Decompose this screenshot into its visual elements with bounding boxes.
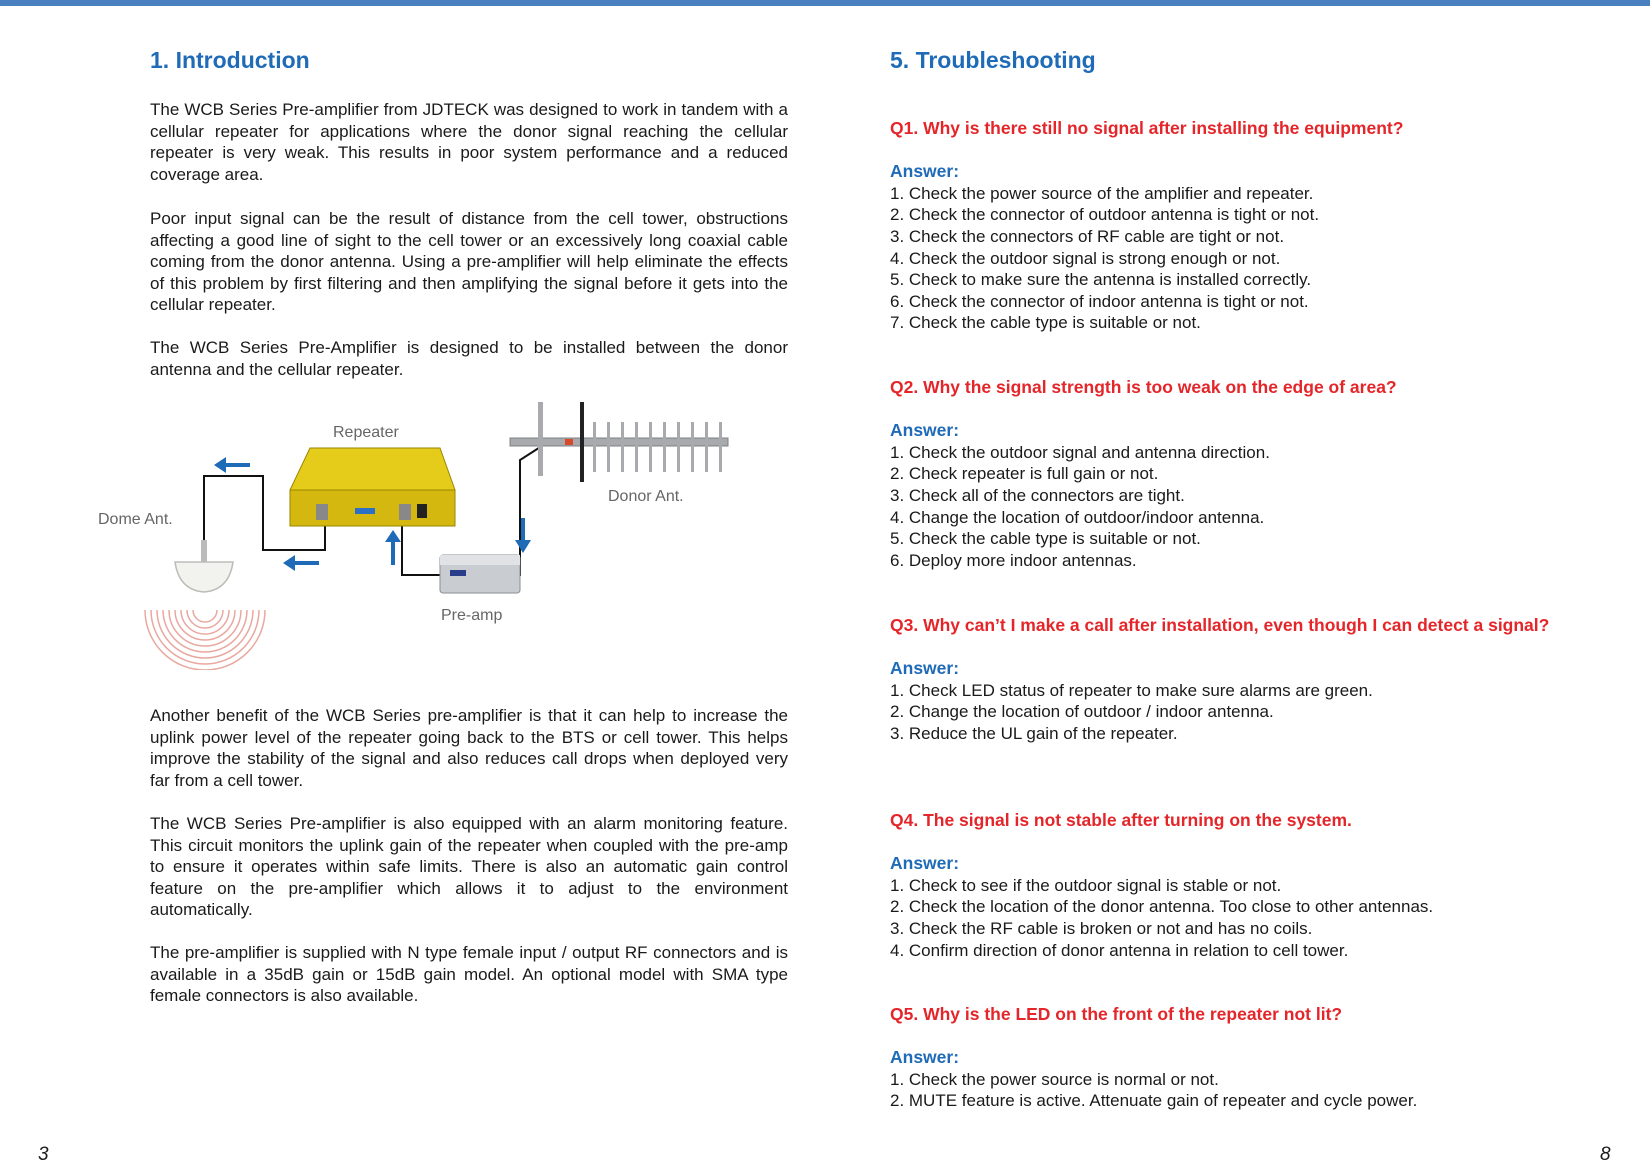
preamp-label: Pre-amp	[441, 607, 503, 624]
troubleshooting-heading: 5. Troubleshooting	[890, 47, 1096, 73]
list-item: 3. Reduce the UL gain of the repeater.	[890, 723, 1178, 743]
dome-antenna-icon	[175, 540, 233, 592]
list-item: 1. Check the power source of the amplifier and repeater.	[890, 183, 1314, 203]
list-item: 6. Deploy more indoor antennas.	[890, 550, 1137, 570]
answer-list-3	[890, 680, 1610, 745]
question-3: Q3. Why can’t I make a call after installation, even though I can detect a signal?	[890, 615, 1550, 635]
faq-q2	[890, 377, 1610, 571]
installation-diagram	[95, 400, 785, 670]
list-item: 2. MUTE feature is active. Attenuate gain of repeater and cycle power.	[890, 1091, 1418, 1111]
list-item: 4. Confirm direction of donor antenna in relation to cell tower.	[890, 940, 1349, 960]
intro-paragraph-2: Poor input signal can be the result of distance from the cell tower, obstructions affecting a good line of sight to the cell tower or an excessively long coaxial cable coming from the donor antenna. Using a pre-amplifier will help eliminate the effects of this problem by first filtering and then amplifying the signal before it gets into the cellular repeater.	[150, 209, 788, 315]
intro-paragraph-5: The WCB Series Pre-amplifier is also equipped with an alarm monitoring feature. This circuit monitors the uplink gain of the repeater when coupled with the pre-amp to ensure it operates within safe limits. There is also an automatic gain control feature on the pre-amplifier which allows it to adjust to the environment automatically.	[150, 814, 788, 920]
list-item: 5. Check to make sure the antenna is installed correctly.	[890, 270, 1312, 290]
answer-list-4	[890, 875, 1610, 961]
list-item: 1. Check to see if the outdoor signal is stable or not.	[890, 875, 1282, 895]
intro-paragraph-6: The pre-amplifier is supplied with N type female input / output RF connectors and is available in a 35dB gain or 15dB gain model. An optional model with SMA type female connectors is also available.	[150, 943, 788, 1006]
answer-list-1	[890, 183, 1610, 334]
list-item: 3. Check the RF cable is broken or not and has no coils.	[890, 918, 1313, 938]
list-item: 7. Check the cable type is suitable or not.	[890, 313, 1201, 333]
answer-label-4: Answer:	[890, 853, 960, 874]
list-item: 5. Check the cable type is suitable or not.	[890, 529, 1201, 549]
list-item: 2. Change the location of outdoor / indoor antenna.	[890, 702, 1274, 722]
question-2: Q2. Why the signal strength is too weak on the edge of area?	[890, 377, 1397, 397]
donor-antenna-icon	[510, 402, 728, 482]
list-item: 2. Check repeater is full gain or not.	[890, 464, 1159, 484]
question-1: Q1. Why is there still no signal after installing the equipment?	[890, 118, 1404, 138]
answer-label-5: Answer:	[890, 1047, 960, 1068]
introduction-heading: 1. Introduction	[150, 47, 310, 73]
donor-antenna-label: Donor Ant.	[608, 488, 684, 505]
list-item: 3. Check the connectors of RF cable are tight or not.	[890, 226, 1285, 246]
repeater-label: Repeater	[333, 424, 399, 441]
question-4: Q4. The signal is not stable after turning on the system.	[890, 810, 1352, 830]
list-item: 2. Check the location of the donor antenna. Too close to other antennas.	[890, 897, 1434, 917]
answer-label-3: Answer:	[890, 658, 960, 679]
list-item: 2. Check the connector of outdoor antenna is tight or not.	[890, 205, 1320, 225]
top-bar	[0, 0, 1650, 6]
list-item: 3. Check all of the connectors are tight.	[890, 485, 1185, 505]
list-item: 1. Check the power source is normal or not.	[890, 1069, 1219, 1089]
faq-q4	[890, 810, 1610, 961]
answer-list-5	[890, 1069, 1610, 1112]
intro-paragraph-1: The WCB Series Pre-amplifier from JDTECK was designed to work in tandem with a cellular repeater for applications where the donor signal reaching the cellular repeater is very weak. This results in poor system performance and a reduced coverage area.	[150, 100, 788, 184]
answer-label-1: Answer:	[890, 161, 960, 182]
dome-antenna-label: Dome Ant.	[98, 511, 173, 528]
preamp-icon	[440, 555, 520, 593]
answer-list-2	[890, 442, 1610, 572]
signal-waves	[145, 610, 265, 670]
question-5: Q5. Why is the LED on the front of the repeater not lit?	[890, 1004, 1343, 1024]
intro-paragraph-3: The WCB Series Pre-Amplifier is designed to be installed between the donor antenna and the cellular repeater.	[150, 338, 788, 379]
list-item: 4. Check the outdoor signal is strong enough or not.	[890, 248, 1281, 268]
intro-paragraph-4: Another benefit of the WCB Series pre-amplifier is that it can help to increase the uplink power level of the repeater going back to the BTS or cell tower. This helps improve the stability of the signal and also reduces call drops when deployed very far from a cell tower.	[150, 706, 788, 790]
faq-q3	[890, 615, 1610, 745]
list-item: 4. Change the location of outdoor/indoor antenna.	[890, 507, 1265, 527]
list-item: 1. Check the outdoor signal and antenna direction.	[890, 442, 1270, 462]
answer-label-2: Answer:	[890, 420, 960, 441]
list-item: 6. Check the connector of indoor antenna is tight or not.	[890, 291, 1309, 311]
right-page-number: 8	[1600, 1144, 1611, 1165]
left-page-number: 3	[38, 1144, 49, 1165]
faq-q5	[890, 1004, 1610, 1112]
faq-q1	[890, 118, 1610, 334]
repeater-icon	[290, 448, 455, 526]
list-item: 1. Check LED status of repeater to make sure alarms are green.	[890, 680, 1373, 700]
